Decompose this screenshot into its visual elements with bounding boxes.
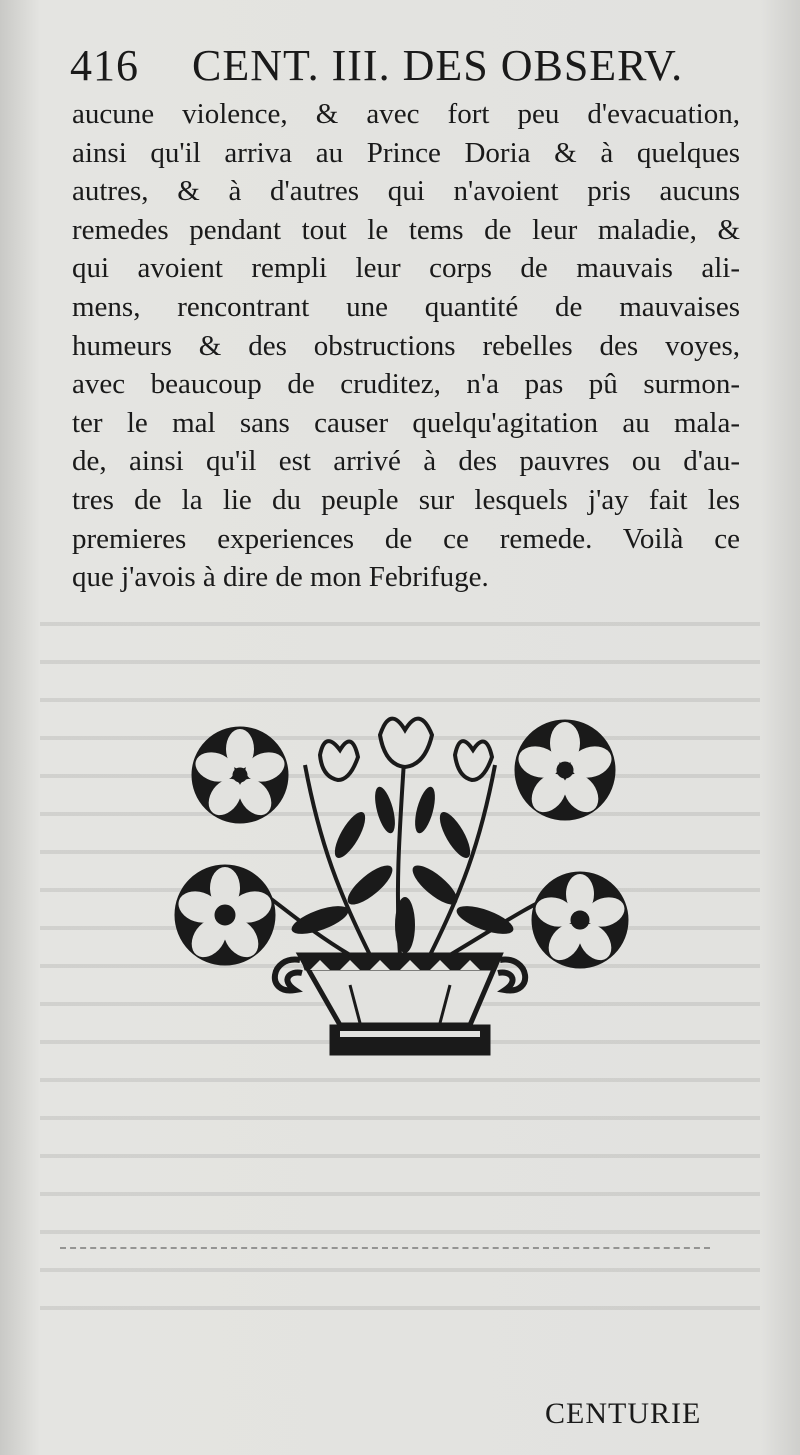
text-line: humeurs & des obstructions rebelles des voyes, [72,329,740,362]
text-line: aucune violence, & avec fort peu d'evacuation, [72,98,740,130]
page-rule [60,1247,710,1251]
text-line: qui avoient rempli leur corps de mauvais ali- [72,252,740,285]
flower-basket-woodcut-icon [170,705,630,1065]
text-line: avec beaucoup de cruditez, n'a pas pû surmon- [72,368,740,401]
text-line: mens, rencontrant une quantité de mauvaises [72,290,740,323]
catchword: CENTURIE [545,1397,702,1430]
page-number: 416 [70,41,139,90]
text-line: que j'avois à dire de mon Febrifuge. [72,561,489,594]
text-line: de, ainsi qu'il est arrivé à des pauvres ou d'au- [72,445,740,478]
text-line: tres de la lie du peuple sur lesquels j'ay fait les [72,483,740,516]
text-line: ter le mal sans causer quelqu'agitation au mala- [72,406,740,439]
text-line: premieres experiences de ce remede. Voilà ce [72,522,740,555]
running-header [70,40,740,91]
text-line: ainsi qu'il arriva au Prince Doria & à quelques [72,136,740,169]
text-line: remedes pendant tout le tems de leur maladie, & [72,213,740,246]
body-text [72,95,740,597]
running-title: CENT. III. DES OBSERV. [192,41,684,90]
text-line: autres, & à d'autres qui n'avoient pris aucuns [72,175,740,208]
